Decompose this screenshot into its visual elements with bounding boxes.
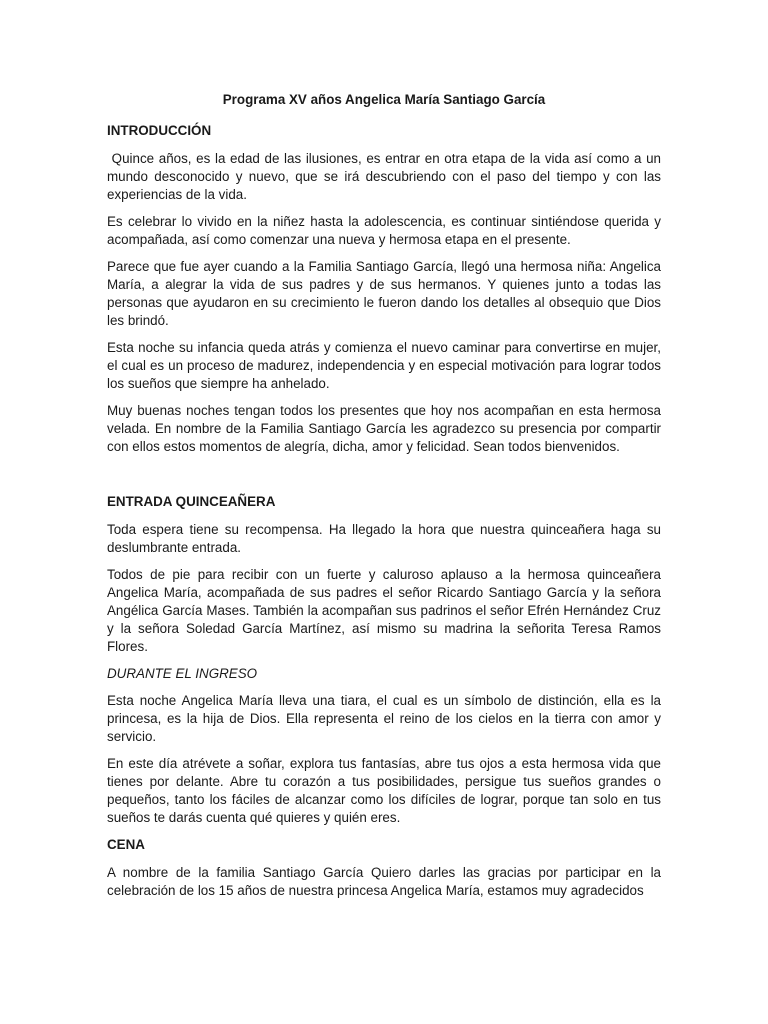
paragraph: Quince años, es la edad de las ilusiones, es entrar en otra etapa de la vida así como a un mundo desconocido y nuevo, que se irá descubriendo con el paso del tiempo y con las experiencias de la vida.	[107, 151, 665, 202]
stage-direction: DURANTE EL INGRESO	[107, 666, 258, 681]
paragraph: Parece que fue ayer cuando a la Familia Santiago García, llegó una hermosa niña: Angelica María, a alegrar la vida de sus padres y de sus hermanos. Y quienes junto a todas las personas que ayudaron en su crecimiento le fueron dando los detalles al obsequio que Dios les brindó.	[107, 259, 661, 328]
paragraph: Muy buenas noches tengan todos los presentes que hoy nos acompañan en esta hermosa velada. En nombre de la Familia Santiago García les agradezco su presencia por compartir con ellos estos momentos de alegría, dicha, amor y felicidad. Sean todos bienvenidos.	[107, 403, 661, 454]
section-heading-entrada: ENTRADA QUINCEAÑERA	[107, 494, 276, 509]
paragraph: En este día atrévete a soñar, explora tus fantasías, abre tus ojos a esta hermosa vida que tienes por delante. Abre tu corazón a tus posibilidades, persigue tus sueños grandes o pequeños, tanto los fáciles de alcanzar como los difíciles de lograr, porque tan solo en tus sueños te darás cuenta qué quieres y quién eres.	[107, 756, 661, 825]
document-title: Programa XV años Angelica María Santiago García	[222, 92, 546, 107]
paragraph: Todos de pie para recibir con un fuerte y caluroso aplauso a la hermosa quinceañera Angelica María, acompañada de sus padres el señor Ricardo Santiago García y la señora Angélica García Mases. También la acompañan sus padrinos el señor Efrén Hernández Cruz y la señora Soledad García Martínez, así mismo su madrina la señorita Teresa Ramos Flores.	[107, 567, 661, 654]
paragraph: Toda espera tiene su recompensa. Ha llegado la hora que nuestra quinceañera haga su deslumbrante entrada.	[107, 522, 661, 555]
section-spacer	[107, 465, 661, 493]
paragraph: Esta noche Angelica María lleva una tiara, el cual es un símbolo de distinción, ella es la princesa, es la hija de Dios. Ella representa el reino de los cielos en la tierra con amor y servicio.	[107, 693, 661, 744]
section-heading-introduccion: INTRODUCCIÓN	[107, 123, 212, 138]
section-heading-cena: CENA	[107, 837, 145, 852]
paragraph: Es celebrar lo vivido en la niñez hasta la adolescencia, es continuar sintiéndose querida y acompañada, así como comenzar una nueva y hermosa etapa en el presente.	[107, 214, 661, 247]
document-page	[107, 91, 665, 909]
paragraph: Esta noche su infancia queda atrás y comienza el nuevo caminar para convertirse en mujer, el cual es un proceso de madurez, independencia y en especial motivación para lograr todos los sueños que siempre ha anhelado.	[107, 340, 661, 391]
paragraph: A nombre de la familia Santiago García Quiero darles las gracias por participar en la celebración de los 15 años de nuestra princesa Angelica María, estamos muy agradecidos	[107, 865, 661, 898]
